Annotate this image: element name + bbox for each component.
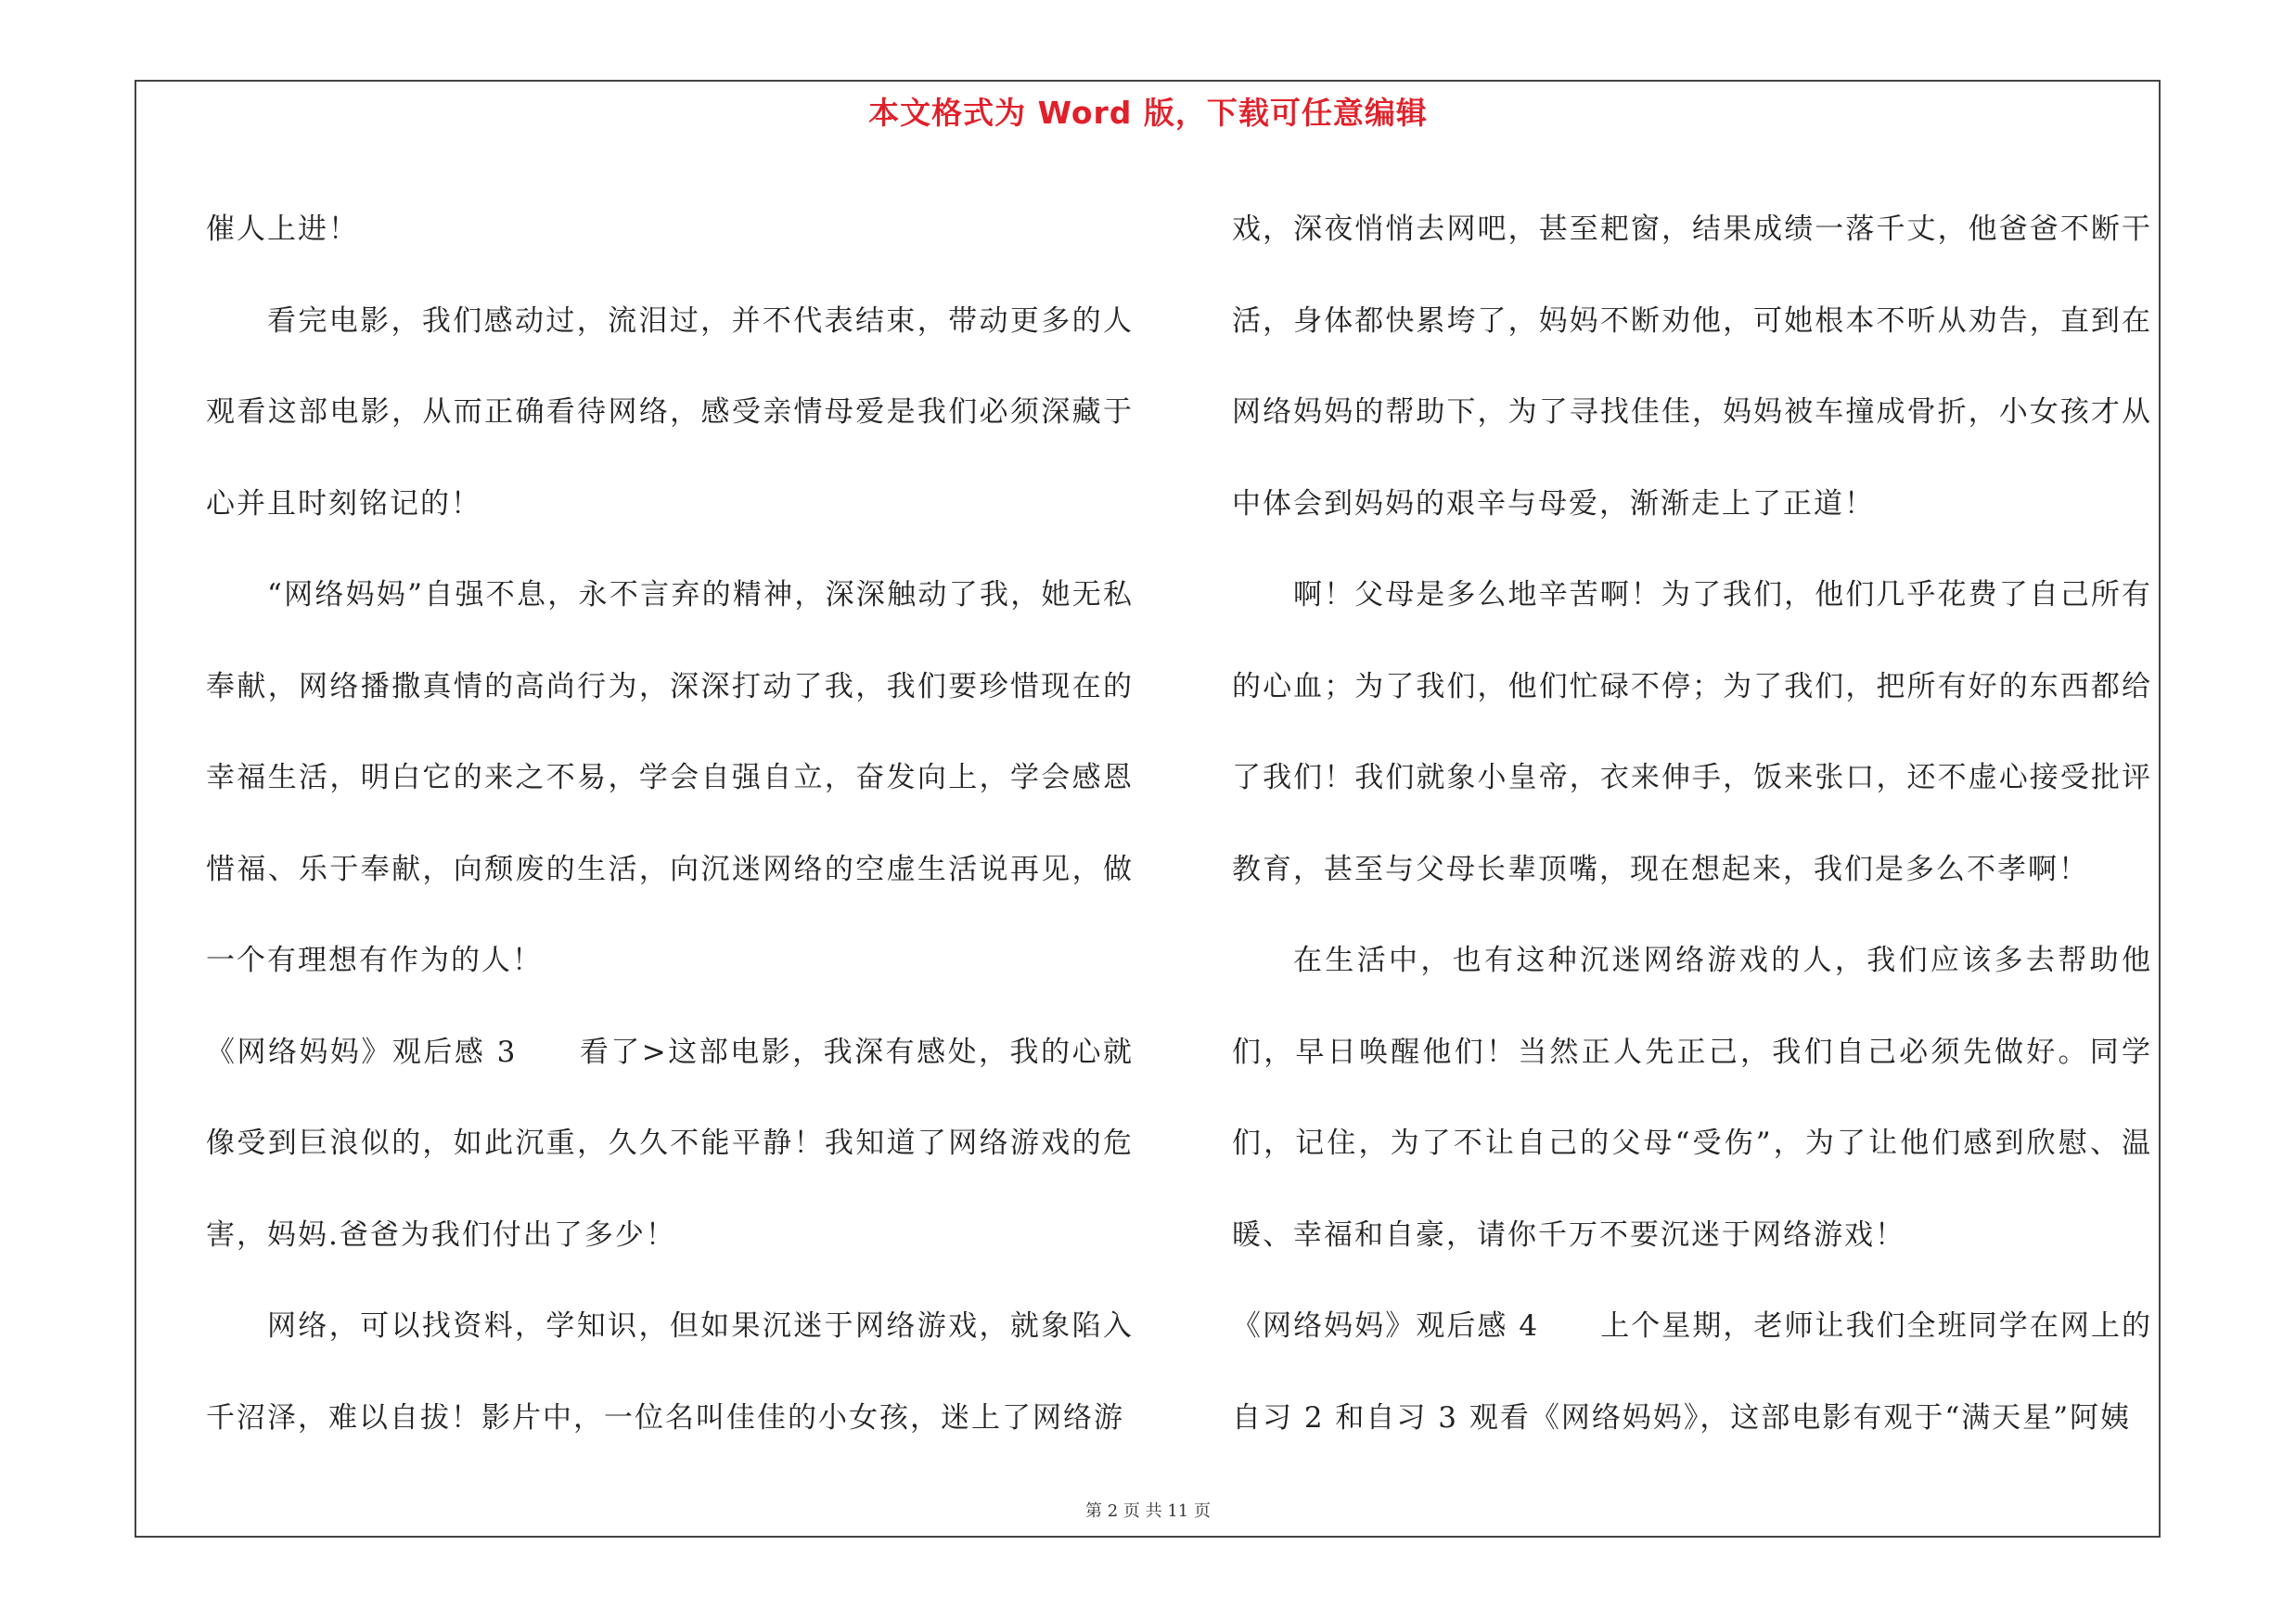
- paragraph: 《网络妈妈》观后感 4 上个星期，老师让我们全班同学在网上的自习 2 和自习 3 观看《网络妈妈》，这部电影有观于“满天星”阿姨: [1232, 1309, 2152, 1435]
- paragraph: 网络，可以找资料，学知识，但如果沉迷于网络游戏，就象陷入千沼泽，难以自拔！影片中，一位名叫佳佳的小女孩，迷上了网络游: [206, 1309, 1134, 1435]
- paragraph: 戏，深夜悄悄去网吧，甚至耙窗，结果成绩一落千丈，他爸爸不断干活，身体都快累垮了，妈妈不断劝他，可她根本不听从劝告，直到在网络妈妈的帮助下，为了寻找佳佳，妈妈被车撞成骨折，小女孩才从中体会到妈妈的艰辛与母爱，渐渐走上了正道！: [1232, 213, 2152, 521]
- document-banner: 本文格式为 Word 版，下载可任意编辑: [868, 95, 1428, 131]
- paragraph: 催人上进！: [206, 213, 359, 246]
- paragraph: 啊！父母是多么地辛苦啊！为了我们，他们几乎花费了自己所有的心血；为了我们，他们忙碌不停；为了我们，把所有好的东西都给了我们！我们就象小皇帝，衣来伸手，饭来张口，还不虚心接受批评教育，甚至与父母长辈顶嘴，现在想起来，我们是多么不孝啊！: [1232, 578, 2152, 886]
- paragraph: 在生活中，也有这种沉迷网络游戏的人，我们应该多去帮助他们，早日唤醒他们！当然正人先正己，我们自己必须先做好。同学们，记住，为了不让自己的父母“受伤”，为了让他们感到欣慰、温暖、幸福和自豪，请你千万不要沉迷于网络游戏！: [1232, 944, 2152, 1252]
- paragraph: 看完电影，我们感动过，流泪过，并不代表结束，带动更多的人观看这部电影，从而正确看待网络，感受亲情母爱是我们必须深藏于心并且时刻铭记的！: [206, 303, 1134, 521]
- page-number-footer: 第 2 页 共 11 页: [1085, 1501, 1211, 1521]
- paragraph: “网络妈妈”自强不息，永不言弃的精神，深深触动了我，她无私奉献，网络播撒真情的高尚行为，深深打动了我，我们要珍惜现在的幸福生活，明白它的来之不易，学会自强自立，奋发向上，学会感恩惜福、乐于奉献，向颓废的生活，向沉迷网络的空虚生活说再见，做一个有理想有作为的人！: [206, 578, 1134, 977]
- left-text-column: [206, 184, 1134, 1463]
- paragraph: 《网络妈妈》观后感 3 看了>这部电影，我深有感处，我的心就像受到巨浪似的，如此沉重，久久不能平静！我知道了网络游戏的危害，妈妈.爸爸为我们付出了多少！: [206, 1035, 1134, 1252]
- right-text-column: [1232, 184, 2152, 1463]
